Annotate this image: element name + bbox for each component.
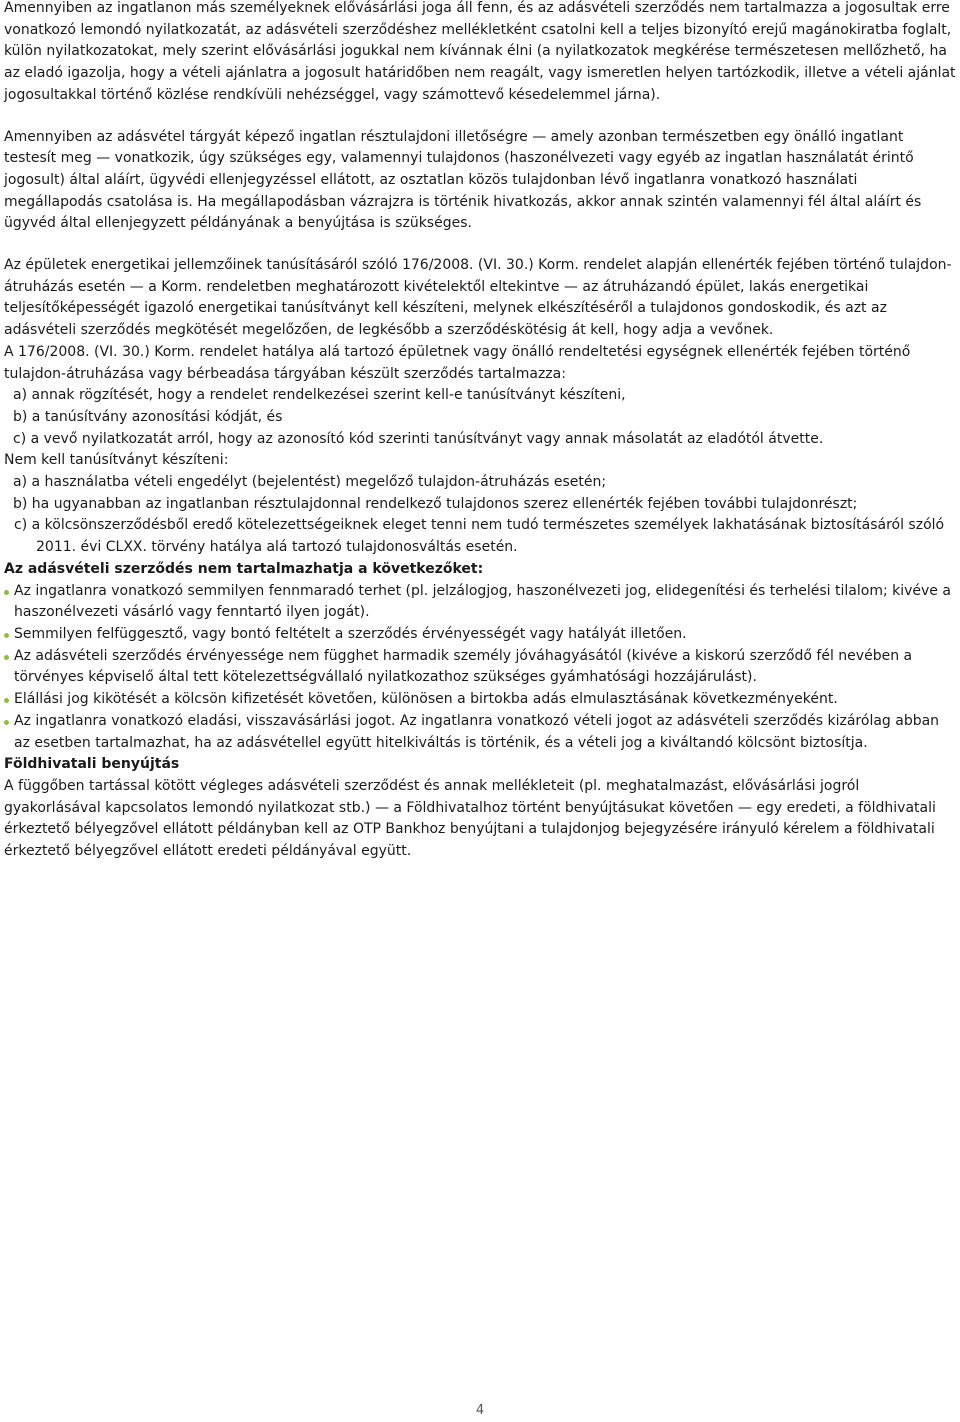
section-heading-land-registry: Földhivatali benyújtás (4, 756, 180, 773)
list-exemptions (4, 472, 956, 559)
list-item: Semmilyen felfüggesztő, vagy bontó feltételt a szerződés érvényességét vagy hatályát illetően. (4, 624, 956, 646)
page-number: 4 (475, 1403, 485, 1418)
paragraph-no-certificate: Nem kell tanúsítványt készíteni: (4, 452, 229, 469)
bullet-list-cannot-contain (4, 581, 956, 755)
list-contract-contents (4, 385, 956, 450)
list-item: b) a tanúsítvány azonosítási kódját, és (13, 408, 283, 425)
document-page (4, 0, 956, 863)
list-item: a) annak rögzítését, hogy a rendelet rendelkezései szerint kell-e tanúsítványt készíteni, (13, 387, 626, 404)
list-item: a) a használatba vételi engedélyt (bejelentést) megelőző tulajdon-átruházás esetén; (13, 474, 607, 491)
list-item: Az adásvételi szerződés érvényessége nem függhet harmadik személy jóváhagyásától (kivéve a kiskorú szerződő fél nevében a törvényes képviselő által tett kötelezettségvállaló nyilatkozathoz szükséges gyámhatósági hozzájárulást). (4, 646, 956, 689)
list-item: Elállási jog kikötését a kölcsön kifizetését követően, különösen a birtokba adás elmulasztásának következményeként. (4, 689, 956, 711)
list-item: c) a vevő nyilatkozatát arról, hogy az azonosító kód szerinti tanúsítványt vagy annak másolatát az eladótól átvette. (13, 430, 824, 447)
list-item: Az ingatlanra vonatkozó eladási, visszavásárlási jogot. Az ingatlanra vonatkozó vételi jogot az adásvételi szerződés kizárólag abban az esetben tartalmazhat, ha az adásvétellel együtt hitelkiváltás is történik, és a vételi jog a kiváltandó kölcsönt biztosítja. (4, 711, 956, 754)
paragraph-energy-certificate: Az épületek energetikai jellemzőinek tanúsításáról szóló 176/2008. (VI. 30.) Korm. rendelet alapján ellenérték fejében történő tulajdon-átruházás esetén — a Korm. rendeletben meghatározott kivételektől eltekintve — az átruházandó épület, lakás energetikai teljesítőképességét igazoló energetikai tanúsítványt kell készíteni, melynek elkészítéséről a tulajdonos gondoskodik, és azt az adásvételi szerződés megkötését megelőzően, de legkésőbb a szerződéskötésig át kell, hogy adja a vevőnek. (4, 257, 952, 339)
paragraph-co-ownership: Amennyiben az adásvétel tárgyát képező ingatlan résztulajdoni illetőségre — amely azonban természetben egy önálló ingatlant testesít meg — vonatkozik, úgy szükséges egy, valamennyi tulajdonos (haszonélvezeti vagy egyéb az ingatlan használatát érintő jogosult) által aláírt, ügyvédi ellenjegyzéssel ellátott, az osztatlan közös tulajdonban lévő ingatlanra vonatkozó használati megállapodás csatolása is. Ha megállapodásban vázrajzra is történik hivatkozás, akkor annak szintén valamennyi fél által aláírt és ügyvéd által ellenjegyzett példányának a benyújtása is szükséges. (4, 128, 922, 232)
paragraph-preemption: Amennyiben az ingatlanon más személyeknek elővásárlási joga áll fenn, és az adásvételi szerződés nem tartalmazza a jogosultak erre vonatkozó lemondó nyilatkozatát, az adásvételi szerződéshez mellékletként csatolni kell a teljes bizonyító erejű magánokiratba foglalt, külön nyilatkozatokat, mely szerint elővásárlási jogukkal nem kívánnak élni (a nyilatkozatok megkérése természetesen mellőzhető, ha az eladó igazolja, hogy a vételi ajánlatra a jogosult határidőben nem reagált, vagy ismeretlen helyen tartózkodik, illetve a vételi ajánlat jogosultakkal történő közlése rendkívüli nehézséggel, vagy számottevő késedelemmel járna). (4, 0, 956, 103)
list-item: b) ha ugyanabban az ingatlanban résztulajdonnal rendelkező tulajdonos szerez ellenérték fejében további tulajdonrészt; (13, 495, 858, 512)
section-heading-cannot-contain: Az adásvételi szerződés nem tartalmazhatja a következőket: (4, 560, 484, 577)
paragraph-contract-contents: A 176/2008. (VI. 30.) Korm. rendelet hatálya alá tartozó épületnek vagy önálló rendeltetési egységnek ellenérték fejében történő tulajdon-átruházása vagy bérbeadása tárgyában készült szerződés tartalmazza: (4, 343, 911, 382)
list-item: c) a kölcsönszerződésből eredő kötelezettségeiknek eleget tenni nem tudó természetes személyek lakhatásának biztosításáról szóló 2011. évi CLXX. törvény hatálya alá tartozó tulajdonosváltás esetén. (14, 517, 945, 556)
paragraph-land-registry: A függőben tartással kötött végleges adásvételi szerződést és annak mellékleteit (pl. meghatalmazást, elővásárlási jogról gyakorlásával kapcsolatos lemondó nyilatkozat stb.) — a Földhivatalhoz történt benyújtásukat követően — egy eredeti, a földhivatali érkeztető bélyegzővel ellátott példányban kell az OTP Bankhoz benyújtani a tulajdonjog bejegyzésére irányuló kérelem a földhivatali érkeztető bélyegzővel ellátott eredeti példányával együtt. (4, 777, 936, 860)
list-item: Az ingatlanra vonatkozó semmilyen fennmaradó terhet (pl. jelzálogjog, haszonélvezeti jog, elidegenítési és terhelési tilalom; kivéve a haszonélvezeti vásárló vagy fenntartó ilyen jogát). (4, 581, 956, 624)
